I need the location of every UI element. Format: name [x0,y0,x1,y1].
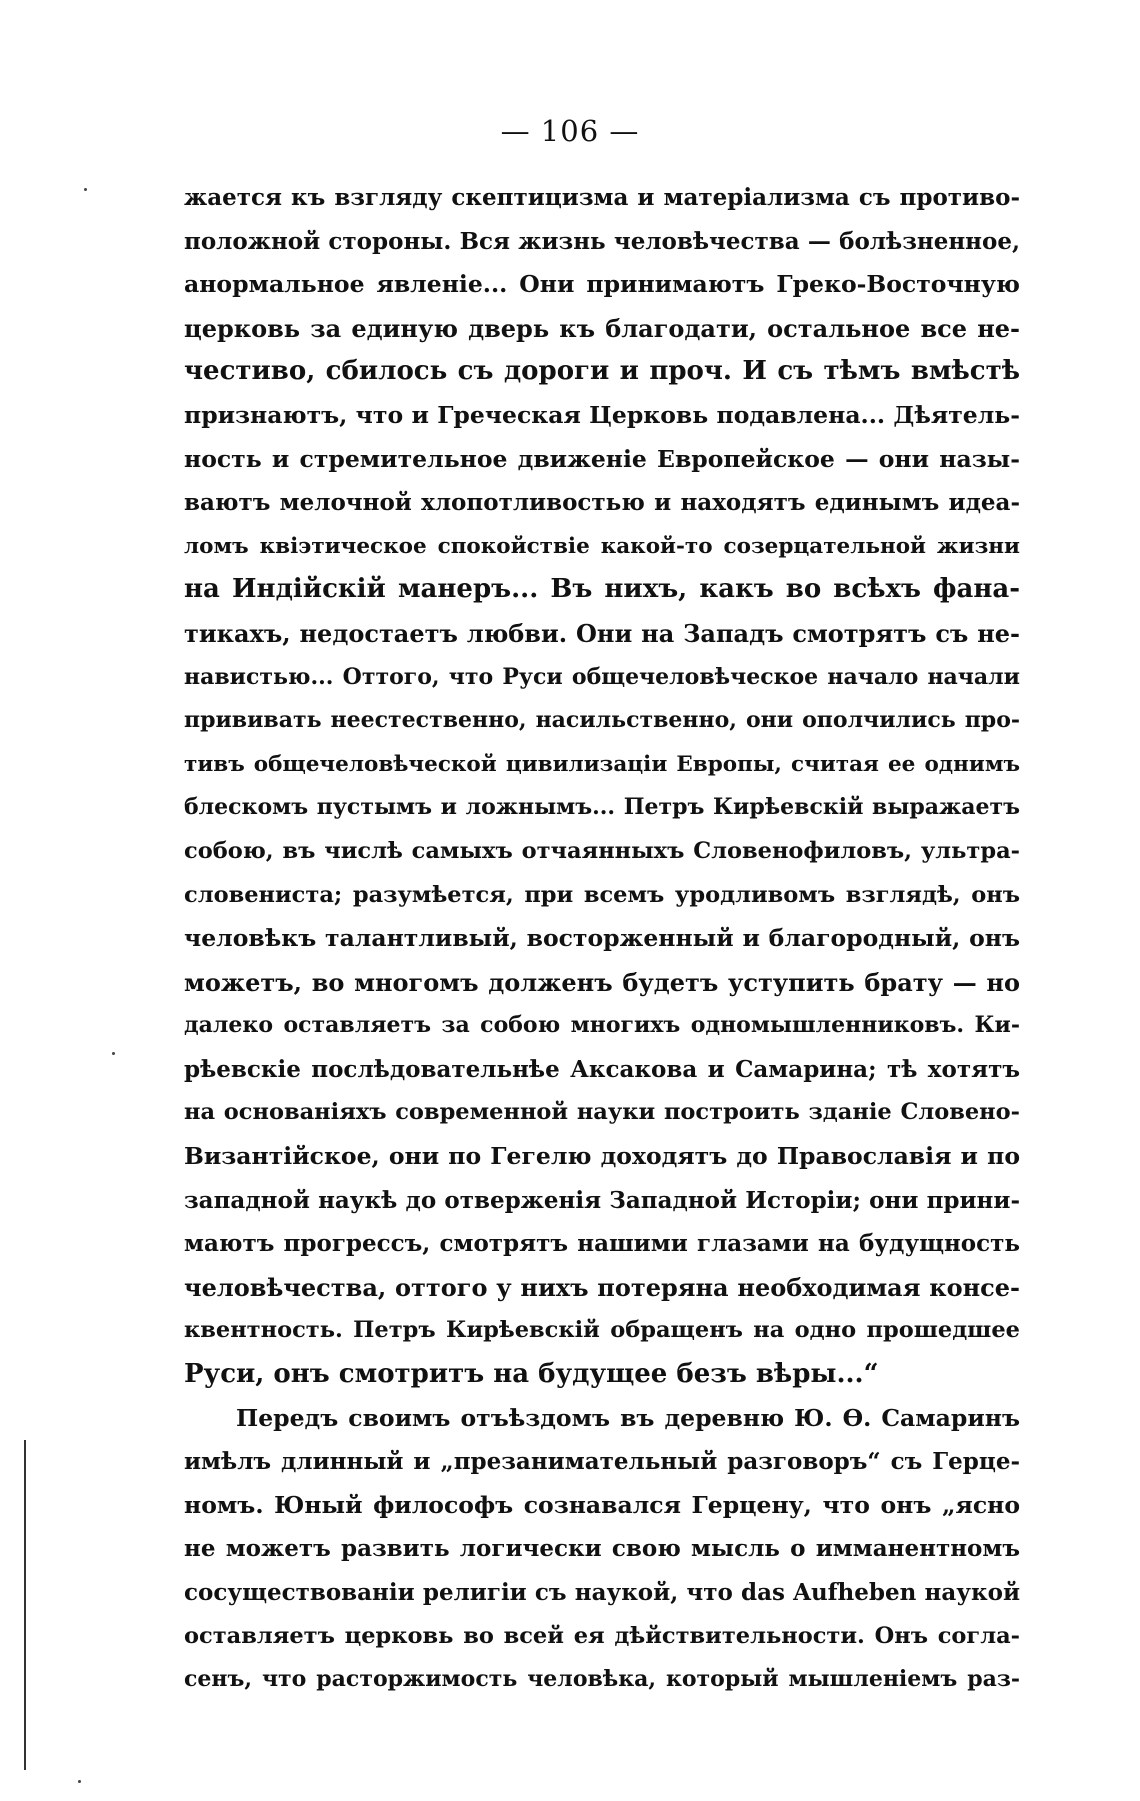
scan-speck [112,1052,115,1055]
text-line: человѣчества, оттого у нихъ потеряна необходимая консе- [184,1272,1020,1302]
scan-speck [84,188,87,191]
text-line: человѣкъ талантливый, восторженный и благородный, онъ [184,924,1020,953]
text-line: церковь за единую дверь къ благодати, остальное все не- [184,313,1020,343]
text-line: маютъ прогрессъ, смотрятъ нашими глазами на будущность [184,1230,1020,1258]
text-line: не можетъ развить логически свою мысль о имманентномъ [184,1535,1020,1563]
text-line: на Индійскій манеръ... Въ нихъ, какъ во всѣхъ фана- [184,574,1020,605]
text-line: квентность. Петръ Кирѣевскій обращенъ на одно прошедшее [184,1317,1020,1344]
text-line: собою, въ числѣ самыхъ отчаянныхъ Словенофиловъ, ультра- [184,837,1020,864]
text-line: положной стороны. Вся жизнь человѣчества — болѣзненное, [184,227,1020,255]
text-line: словениста; разумѣется, при всемъ уродливомъ взглядѣ, онъ [184,881,1020,908]
text-line: Византійское, они по Гегелю доходятъ до Православія и по [184,1142,1020,1171]
text-line: оставляетъ церковь во всей ея дѣйствительности. Онъ согла- [184,1622,1020,1649]
text-line: можетъ, во многомъ долженъ будетъ уступить брату — но [184,967,1020,997]
scan-speck [78,1780,81,1783]
text-line: западной наукѣ до отверженія Западной Исторіи; они прини- [184,1186,1020,1214]
text-line: ность и стремительное движеніе Европейское — они назы- [184,444,1020,473]
paragraph-end-line: Руси, онъ смотритъ на будущее безъ вѣры...“ [184,1359,879,1390]
text-line: ваютъ мелочной хлопотливостью и находятъ единымъ идеа- [184,489,1020,517]
scan-margin-line [24,1440,26,1770]
text-line: блескомъ пустымъ и ложнымъ... Петръ Кирѣевскій выражаетъ [184,794,1020,821]
text-line: далеко оставляетъ за собою многихъ одномышленниковъ. Ки- [184,1012,1020,1039]
body-text [184,176,1020,1702]
text-line: номъ. Юный философъ сознавался Герцену, что онъ „ясно [184,1490,1020,1519]
text-line: честиво, сбилось съ дороги и проч. И съ тѣмъ вмѣстѣ [184,356,1020,387]
text-line: признаютъ, что и Греческая Церковь подавлена... Дѣятель- [184,400,1020,429]
text-line: имѣлъ длинный и „презанимательный разговоръ“ съ Герце- [184,1448,1020,1476]
text-line: тикахъ, недостаетъ любви. Они на Западъ смотрятъ съ не- [184,618,1020,648]
paragraph-start-line: Передъ своимъ отъѣздомъ въ деревню Ю. Ѳ. Самаринъ [236,1403,1020,1432]
text-line: на основаніяхъ современной науки построить зданіе Словено- [184,1099,1020,1126]
text-line: навистью... Оттого, что Руси общечеловѣческое начало начали [184,663,1020,690]
page-number: — 106 — [500,114,640,148]
text-line: анормальное явленіе... Они принимаютъ Греко-Восточную [184,270,1020,299]
text-line: жается къ взгляду скептицизма и матеріализма съ противо- [184,184,1020,211]
text-line: сенъ, что расторжимость человѣка, который мышленіемъ раз- [184,1666,1020,1693]
text-line: прививать неестественно, насильственно, они ополчились про- [184,707,1020,734]
text-line: рѣевскіе послѣдовательнѣе Аксакова и Самарина; тѣ хотятъ [184,1055,1020,1083]
text-line: сосуществованіи религіи съ наукой, что das Aufheben наукой [184,1579,1020,1606]
text-line: ломъ квіэтическое спокойствіе какой-то созерцательной жизни [184,533,1020,559]
text-line: тивъ общечеловѣческой цивилизаціи Европы, считая ее однимъ [184,751,1020,777]
